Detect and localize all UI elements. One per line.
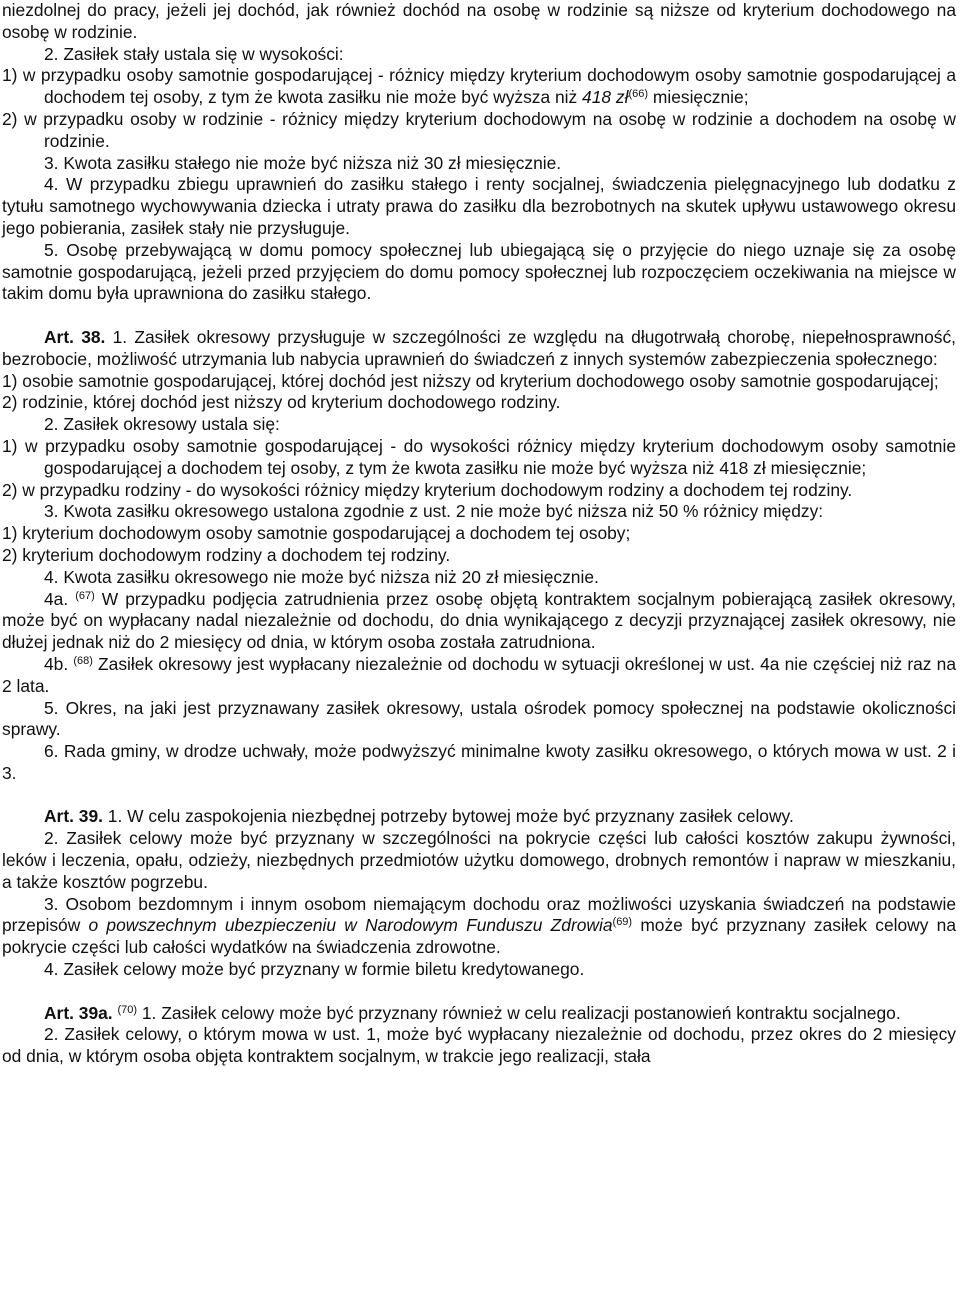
paragraph-number: 4b. (44, 653, 74, 674)
paragraph: 5. Osobę przebywającą w domu pomocy społecznej lub ubiegającą się o przyjęcie do niego uznaje się za osobę samotnie gospodarującą, jeżeli przed przyjęciem do domu pomocy społecznej lub rozpoczęciem oczekiwania na miejsce w takim domu była uprawniona do zasiłku stałego. (2, 239, 956, 304)
paragraph-number: 4a. (44, 588, 76, 609)
article-heading: Art. 39a. (44, 1002, 113, 1023)
list-item-text: 1) w przypadku osoby samotnie gospodarującej - różnicy między kryterium dochodowym osoby samotnie gospodarującej a dochodem tej osoby, z tym że kwota zasiłku nie może być wyższa niż (2, 65, 956, 108)
footnote-ref: (68) (73, 654, 93, 667)
paragraph: 3. Kwota zasiłku stałego nie może być niższa niż 30 zł miesięcznie. (44, 152, 562, 173)
list-item: 2) rodzinie, której dochód jest niższy od kryterium dochodowego rodziny. (2, 392, 561, 413)
footnote-ref: (67) (75, 589, 95, 602)
list-item: 2) w przypadku osoby w rodzinie - różnicy między kryterium dochodowym na osobę w rodzinie a dochodem na osobę w rodzinie. (2, 108, 956, 151)
paragraph: niezdolnej do pracy, jeżeli jej dochód, jak również dochód na osobę w rodzinie są niższe od kryterium dochodowego na osobę w rodzinie. (2, 0, 956, 42)
paragraph: 4. Zasiłek celowy może być przyznany w formie biletu kredytowanego. (44, 959, 585, 980)
paragraph (2, 589, 956, 654)
paragraph: 2. Zasiłek stały ustala się w wysokości: (44, 43, 344, 64)
act-title: o powszechnym ubezpieczeniu w Narodowym Funduszu Zdrowia (88, 915, 613, 936)
paragraph (2, 894, 956, 959)
paragraph: 2. Zasiłek okresowy ustala się: (44, 414, 280, 435)
paragraph-text: 3. Osobom bezdomnym i innym osobom niemającym dochodu oraz możliwości uzyskania świadczeń na podstawie przepisów (2, 893, 956, 936)
paragraph: 4. W przypadku zbiegu uprawnień do zasiłku stałego i renty socjalnej, świadczenia pielęgnacyjnego lub dodatku z tytułu samotnego wychowywania dziecka i utraty prawa do zasiłku dla bezrobotnych na skutek upływu ustawowego okresu jego pobierania, zasiłek stały nie przysługuje. (2, 174, 956, 238)
paragraph-text: W przypadku podjęcia zatrudnienia przez osobę objętą kontraktem socjalnym pobierającą zasiłek okresowy, może być on wypłacany nadal niezależnie od dochodu, do dnia wynikającego z decyzji przyznającej zasiłek okresowy, nie dłużej jednak niż do 2 miesięcy od dnia, w którym osoba została zatrudniona. (2, 588, 956, 653)
paragraph: 6. Rada gminy, w drodze uchwały, może podwyższyć minimalne kwoty zasiłku okresowego, o których mowa w ust. 2 i 3. (2, 741, 956, 783)
footnote-ref: (69) (612, 916, 633, 929)
paragraph: 4. Kwota zasiłku okresowego nie może być niższa niż 20 zł miesięcznie. (44, 566, 599, 587)
list-item: 2) kryterium dochodowym rodziny a dochodem tej rodziny. (2, 544, 451, 565)
list-item: 1) w przypadku osoby samotnie gospodarującej - do wysokości różnicy między kryterium dochodowym osoby samotnie gospodarującej a dochodem tej osoby, z tym że kwota zasiłku nie może być wyższa niż 418 zł miesięcznie; (2, 435, 956, 478)
paragraph: 5. Okres, na jaki jest przyznawany zasiłek okresowy, ustala ośrodek pomocy społecznej na podstawie okoliczności sprawy. (2, 697, 956, 740)
list-item: 2) w przypadku rodziny - do wysokości różnicy między kryterium dochodowym rodziny a dochodem tej rodziny. (2, 479, 853, 500)
paragraph: 3. Kwota zasiłku okresowego ustalona zgodnie z ust. 2 nie może być niższa niż 50 % różnicy między: (44, 501, 824, 522)
footnote-ref: (70) (117, 1003, 138, 1016)
paragraph: 2. Zasiłek celowy, o którym mowa w ust. 1, może być wypłacany niezależnie od dochodu, przez okres do 2 miesięcy od dnia, w którym osoba objęta kontraktem socjalnym, w trakcie jego realizacji, stała (2, 1024, 956, 1067)
article-39a (2, 1003, 956, 1025)
paragraph-text: Zasiłek okresowy jest wypłacany niezależnie od dochodu w sytuacji określonej w ust. 4a nie częściej niż raz na 2 lata. (2, 653, 956, 696)
paragraph: 2. Zasiłek celowy może być przyznany w szczególności na pokrycie części lub całości kosztów zakupu żywności, leków i leczenia, opału, odzieży, niezbędnych przedmiotów użytku domowego, drobnych remontów i napraw w mieszkaniu, a także kosztów pogrzebu. (2, 828, 956, 892)
amount-text: 418 zł (582, 87, 629, 108)
list-item: 1) kryterium dochodowym osoby samotnie gospodarującej a dochodem tej osoby; (2, 523, 631, 544)
article-heading: Art. 39. (44, 806, 103, 827)
article-text: 1. Zasiłek celowy może być przyznany również w celu realizacji postanowień kontraktu socjalnego. (137, 1002, 901, 1023)
article-heading: Art. 38. (44, 326, 106, 347)
paragraph-text: może być przyznany zasiłek celowy na pokrycie części lub całości wydatków na świadczenia zdrowotne. (2, 915, 956, 958)
article-text: 1. W celu zaspokojenia niezbędnej potrzeby bytowej może być przyznany zasiłek celowy. (102, 806, 794, 827)
article-39 (2, 806, 956, 828)
list-item (2, 65, 956, 109)
list-item: 1) osobie samotnie gospodarującej, której dochód jest niższy od kryterium dochodowego osoby samotnie gospodarującej; (2, 370, 939, 391)
article-text: 1. Zasiłek okresowy przysługuje w szczególności ze względu na długotrwałą chorobę, niepełnosprawność, bezrobocie, możliwość utrzymania lub nabycia uprawnień do świadczeń z innych systemów zabezpieczenia społecznego: (2, 326, 956, 369)
list-item-text: miesięcznie; (648, 87, 749, 108)
article-38 (2, 327, 956, 371)
paragraph (2, 654, 956, 698)
footnote-ref: (66) (628, 88, 649, 101)
